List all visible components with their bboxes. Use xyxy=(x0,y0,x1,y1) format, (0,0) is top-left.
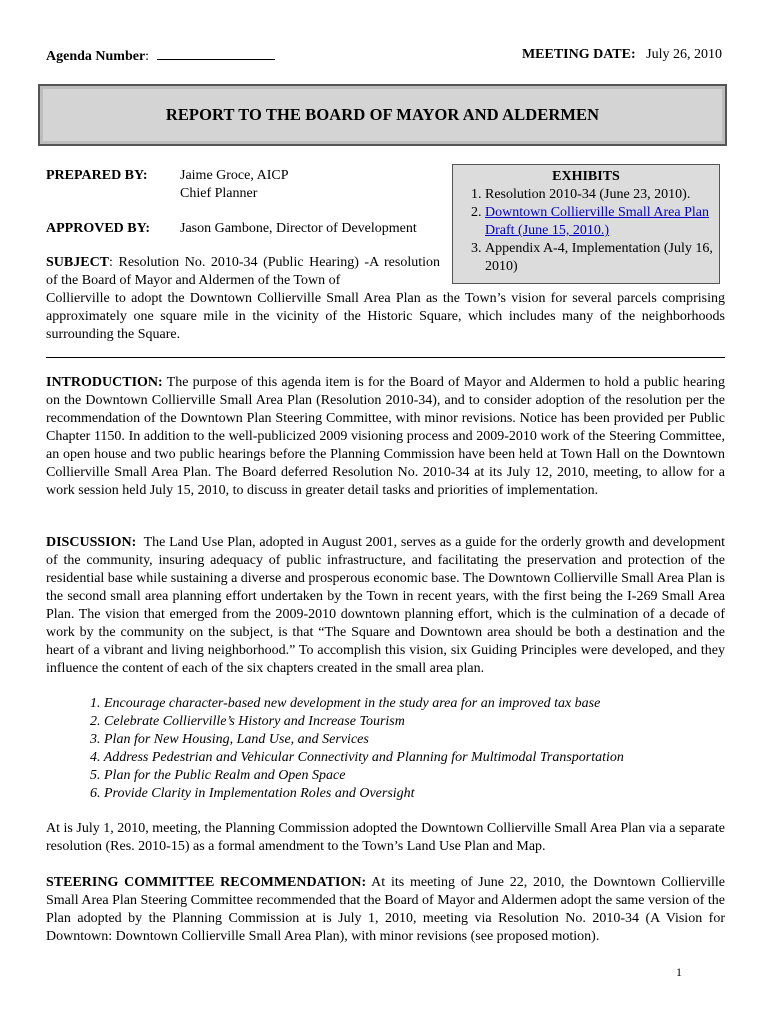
introduction-label: INTRODUCTION: xyxy=(46,375,163,390)
subject-paragraph xyxy=(46,254,725,344)
principle-item: 6. Provide Clarity in Implementation Roles and Oversight xyxy=(90,786,415,801)
meeting-date xyxy=(522,47,722,65)
agenda-number-blank xyxy=(157,47,275,60)
steering-committee-text: At its meeting of June 22, 2010, the Downtown Collierville Small Area Plan Steering Committee recommended that the Board of Mayor and Aldermen adopt the same version of the Plan adopted by the Planning Commission at is July 1, 2010, meeting via Resolution No. 2010-34 (A Vision for Downtown: Downtown Collierville Small Area Plan), with minor revisions (see proposed motion). xyxy=(46,875,725,944)
prepared-by-label: PREPARED BY: xyxy=(46,168,148,183)
guiding-principles-list xyxy=(90,695,624,803)
prepared-by-role: Chief Planner xyxy=(180,186,258,201)
meeting-date-value: July 26, 2010 xyxy=(646,47,722,62)
principle-item: 3. Plan for New Housing, Land Use, and Services xyxy=(90,732,369,747)
steering-committee-paragraph xyxy=(46,874,725,946)
agenda-number: Agenda Number: xyxy=(46,47,275,65)
discussion-text: The Land Use Plan, adopted in August 2001, serves as a guide for the orderly growth and development of the community, insuring adequacy of public infrastructure, and facilitating the preservation and protection of the residential base while sustaining a diverse and prosperous economic base. The Downtown Collierville Small Area Plan is the second small area planning effort undertaken by the Town in recent years, with the first being the I-269 Small Area Plan. The vision that emerged from the 2009-2010 downtown planning effort, which is the culmination of a decade of work by the community on the subject, is that “The Square and Downtown area should be both a destination and the heart of a vibrant and living neighborhood.” To accomplish this vision, six Guiding Principles were developed, and they influence the content of each of the six chapters created in the small area plan. xyxy=(46,535,725,676)
adoption-paragraph: At is July 1, 2010, meeting, the Planning Commission adopted the Downtown Collierville Small Area Plan via a separate resolution (Res. 2010-15) as a formal amendment to the Town’s Land Use Plan and Map. xyxy=(46,821,725,854)
approved-by-name: Jason Gambone, Director of Development xyxy=(180,221,417,236)
principle-item: 1. Encourage character-based new development in the study area for an improved tax base xyxy=(90,696,601,711)
approved-by-label: APPROVED BY: xyxy=(46,221,151,236)
principle-item: 5. Plan for the Public Realm and Open Space xyxy=(90,768,346,783)
prepared-by-name: Jaime Groce, AICP xyxy=(180,168,289,183)
introduction-text: The purpose of this agenda item is for the Board of Mayor and Aldermen to hold a public hearing on the Downtown Collierville Small Area Plan (Resolution 2010-34), and to consider adoption of the resolution per the recommendation of the Downtown Plan Steering Committee, with minor revisions. Notice has been provided per Public Chapter 1150. In addition to the well-publicized 2009 visioning process and 2009-2010 work of the Steering Committee, an open house and two public hearings before the Planning Commission have been held at Town Hall on the Downtown Collierville Small Area Plan. The Board deferred Resolution No. 2010-34 at its July 12, 2010, meeting, to allow for a work session held July 15, 2010, to discuss in greater detail tasks and priorities of implementation. xyxy=(46,375,726,498)
principle-item: 2. Celebrate Collierville’s History and Increase Tourism xyxy=(90,714,405,729)
agenda-number-label: Agenda Number xyxy=(46,49,146,64)
header-row xyxy=(46,47,722,65)
exhibit-link-downtown-plan[interactable]: Downtown Collierville Small Area Plan Draft (June 15, 2010.) xyxy=(485,205,709,238)
report-title-box xyxy=(38,84,727,146)
exhibits-title: EXHIBITS xyxy=(552,169,620,184)
subject-text-part1: : Resolution No. 2010-34 (Public Hearing) -A resolution of the Board of Mayor and Aldermen of the Town of xyxy=(46,255,440,288)
divider-line xyxy=(46,357,725,358)
discussion-label: DISCUSSION: xyxy=(46,535,137,550)
exhibit-item: 3. Appendix A-4, Implementation (July 16, 2010) xyxy=(485,240,713,276)
subject-label: SUBJECT xyxy=(46,255,110,270)
discussion-paragraph xyxy=(46,534,725,678)
principle-item: 4. Address Pedestrian and Vehicular Connectivity and Planning for Multimodal Transportation xyxy=(90,750,624,765)
exhibit-item xyxy=(485,204,713,240)
report-title: REPORT TO THE BOARD OF MAYOR AND ALDERMEN xyxy=(165,105,600,124)
steering-committee-label: STEERING COMMITTEE RECOMMENDATION: xyxy=(46,875,367,890)
introduction-paragraph xyxy=(46,374,725,500)
page-number: 1 xyxy=(676,965,682,979)
exhibit-item: 1. Resolution 2010-34 (June 23, 2010). xyxy=(485,186,713,204)
subject-text-part2: Collierville to adopt the Downtown Collierville Small Area Plan as the Town’s vision for several parcels comprising approximately one square mile in the vicinity of the Historic Square, which includes many of the neighborhoods surrounding the Square. xyxy=(46,291,725,342)
meeting-date-label: MEETING DATE: xyxy=(521,47,636,62)
